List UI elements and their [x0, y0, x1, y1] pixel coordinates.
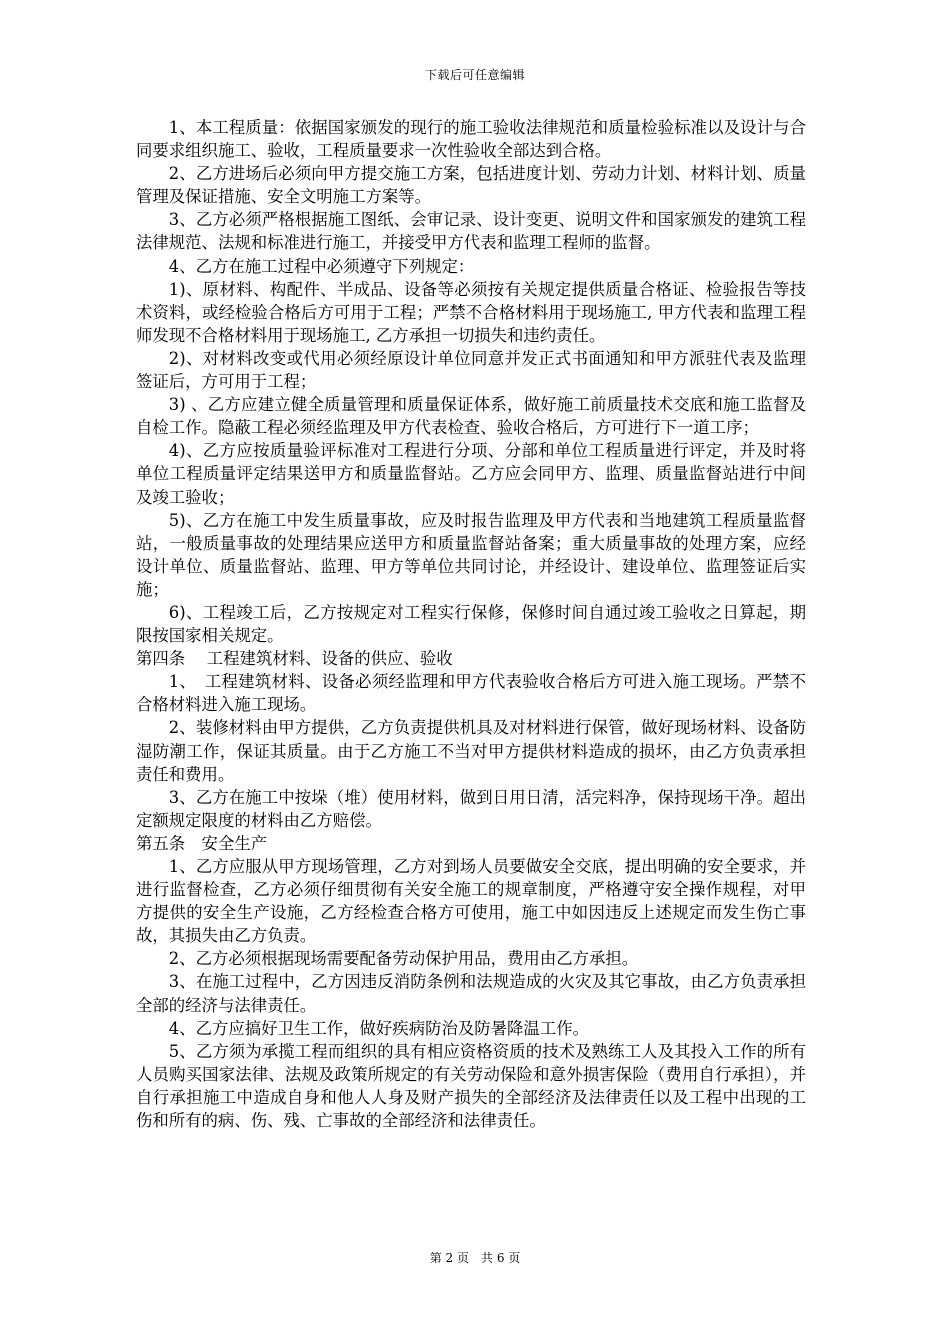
paragraph: 2、乙方必须根据现场需要配备劳动保护用品，费用由乙方承担。 [168, 949, 639, 969]
paragraph: 5)、乙方在施工中发生质量事故，应及时报告监理及甲方代表和当地建筑工程质量监督站，一般质量事故的处理结果应送甲方和质量监督站备案；重大质量事故的处理方案，应经设计单位、质量监督站、监理、甲方等单位共同讨论，并经设计、建设单位、监理签证后实施； [136, 510, 806, 599]
paragraph: 3、乙方在施工中按垛（堆）使用材料，做到日用日清，活完料净，保持现场干净。超出定额规定限度的材料由乙方赔偿。 [136, 787, 806, 830]
paragraph: 3、乙方必须严格根据施工图纸、会审记录、设计变更、说明文件和国家颁发的建筑工程法律规范、法规和标准进行施工，并接受甲方代表和监理工程师的监督。 [136, 210, 806, 253]
paragraph: 3) 、乙方应建立健全质量管理和质量保证体系，做好施工前质量技术交底和施工监督及自检工作。隐蔽工程必须经监理及甲方代表检查、验收合格后，方可进行下一道工序； [136, 395, 806, 438]
page-footer: 第 2 页 共 6 页 [429, 1251, 521, 1265]
paragraph: 2、装修材料由甲方提供，乙方负责提供机具及对材料进行保管，做好现场材料、设备防湿防潮工作，保证其质量。由于乙方施工不当对甲方提供材料造成的损坏，由乙方负责承担责任和费用。 [136, 718, 806, 784]
document-body [136, 116, 806, 1132]
paragraph: 4、乙方在施工过程中必须遵守下列规定： [168, 256, 475, 276]
paragraph: 1、 工程建筑材料、设备必须经监理和甲方代表验收合格后方可进入施工现场。严禁不合格材料进入施工现场。 [136, 672, 806, 715]
section-heading-article-4: 第四条 工程建筑材料、设备的供应、验收 [136, 649, 453, 669]
paragraph: 2)、对材料改变或代用必须经原设计单位同意并发正式书面通知和甲方派驻代表及监理签证后，方可用于工程； [136, 348, 806, 392]
paragraph: 1、乙方应服从甲方现场管理，乙方对到场人员要做安全交底，提出明确的安全要求，并进行监督检查，乙方必须仔细贯彻有关安全施工的规章制度，严格遵守安全操作规程，对甲方提供的安全生产设施，乙方经检查合格方可使用，施工中如因违反上述规定而发生伤亡事故，其损失由乙方负责。 [136, 857, 806, 946]
section-heading-article-5: 第五条 安全生产 [136, 833, 268, 853]
page-header: 下载后可任意编辑 [424, 68, 525, 82]
paragraph: 1)、原材料、构配件、半成品、设备等必须按有关规定提供质量合格证、检验报告等技术资料，或经检验合格后方可用于工程；严禁不合格材料用于现场施工, 甲方代表和监理工程师发现不合格材料用于现场施工, 乙方承担一切损失和违约责任。 [136, 279, 806, 345]
paragraph: 1、本工程质量：依据国家颁发的现行的施工验收法律规范和质量检验标准以及设计与合同要求组织施工、验收，工程质量要求一次性验收全部达到合格。 [136, 118, 806, 161]
paragraph: 3、在施工过程中，乙方因违反消防条例和法规造成的火灾及其它事故，由乙方负责承担全部的经济与法律责任。 [136, 972, 806, 1015]
paragraph: 5、乙方须为承揽工程而组织的具有相应资格资质的技术及熟练工人及其投入工作的所有人员购买国家法律、法规及政策所规定的有关劳动保险和意外损害保险（费用自行承担），并自行承担施工中造成自身和他人人身及财产损失的全部经济及法律责任以及工程中出现的工伤和所有的病、伤、残、亡事故的全部经济和法律责任。 [136, 1041, 806, 1131]
paragraph: 4、乙方应搞好卫生工作，做好疾病防治及防暑降温工作。 [168, 1018, 589, 1038]
paragraph: 2、乙方进场后必须向甲方提交施工方案，包括进度计划、劳动力计划、材料计划、质量管理及保证措施、安全文明施工方案等。 [136, 164, 806, 207]
paragraph: 4)、乙方应按质量验评标准对工程进行分项、分部和单位工程质量进行评定，并及时将单位工程质量评定结果送甲方和质量监督站。乙方应会同甲方、监理、质量监督站进行中间及竣工验收； [136, 441, 806, 507]
paragraph: 6)、工程竣工后，乙方按规定对工程实行保修，保修时间自通过竣工验收之日算起，期限按国家相关规定。 [136, 602, 806, 646]
